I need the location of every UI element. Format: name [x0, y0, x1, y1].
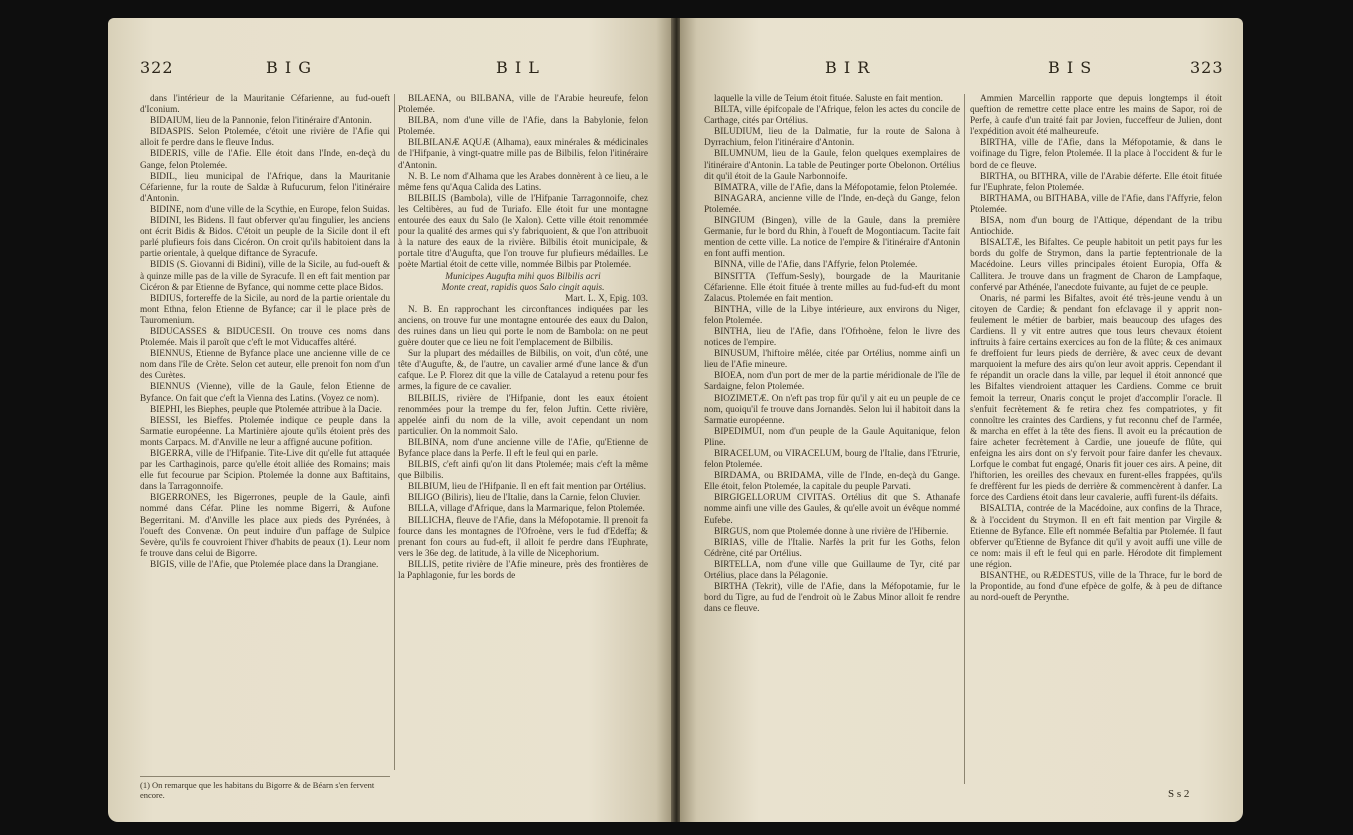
- entry-paragraph: BIPEDIMUI, nom d'un peuple de la Gaule Aquitanique, felon Pline.: [704, 426, 960, 448]
- entry-paragraph: BILLIS, petite rivière de l'Afie mineure, près des frontières de la Paphlagonie, fur les bords de: [398, 559, 648, 582]
- entry-paragraph: BILBILANÆ AQUÆ (Alhama), eaux minérales & médicinales de l'Hifpanie, à vingt-quatre mille pas de Bilbilis, felon l'itinéraire d'Antonin.: [398, 138, 648, 171]
- entry-paragraph: BIDINE, nom d'une ville de la Scythie, en Europe, felon Suidas.: [150, 204, 390, 215]
- right-running-head-right: B I S: [1048, 58, 1093, 77]
- entry-paragraph: BINSITTA (Teffum-Sesly), bourgade de la Mauritanie Céfarienne. Elle étoit fituée à trente milles au fud-fud-eft du mont Zalacus. Ptolemée en fait mention.: [704, 271, 960, 304]
- entry-paragraph: BILIGO (Biliris), lieu de l'Italie, dans la Carnie, felon Cluvier.: [408, 493, 641, 504]
- entry-paragraph: laquelle la ville de Teium étoit fituée. Saluste en fait mention.: [714, 94, 943, 104]
- entry-paragraph: Monte creat, rapidis quos Salo cingit aquis.: [441, 282, 605, 293]
- entry-paragraph: BIRTHA (Tekrit), ville de l'Afie, dans la Méfopotamie, fur le bord du Tigre, au fud de l'endroit où le Zabus Minor alloit fe rendre dans ce fleuve.: [704, 582, 960, 615]
- entry-paragraph: Onaris, né parmi les Bifaltes, avoit été très-jeune vendu à un citoyen de Cardie; & pendant fon efclavage il y apprit non-feulement le métier de barbier, mais beaucoup des ufages des Cardiens. Il y vit entre autres que tous leurs chevaux étoient inftruits à faire certains exercices au fon de la flûte; & ces animaux fe dreffoient fur leurs pieds de derrière, & avec ceux de devant marquoient la mefure des airs qu'on leur avoit appris. Cependant il fe répandit un oracle dans la ville, par lequel il étoit annoncé que les Bifaltes viendroient attaquer les Cardiens. Comme ce bruit femoit la terreur, Onaris conçut le projet d'accomplir l'oracle. Il s'enfuit fecrètement & fe retira chez fes compatriotes, y fit connoître les craintes des Cardiens, y fut reconnu chef de l'armée, & marcha en effet à la tête des fiens. Il avoit eu la précaution de faire acheter fecrètement à Cardie, une joueufe de flûte, qui enfeigna les airs dont on s'y fervoit pour faire danfer les chevaux. Lorfque le combat fut engagé, Onaris fit jouer ces airs. A peine, dit l'hiftorien, les oreilles des chevaux en furent-elles frappées, qu'ils fe dreffèrent fur les pieds de derrière & commencèrent à danfer. La force des Cardiens étoit dans leur cavalerie, auffi furent-ils défaits.: [970, 293, 1222, 504]
- entry-paragraph: BIEPHI, les Biephes, peuple que Ptolemée attribue à la Dacie.: [150, 404, 382, 415]
- entry-paragraph: BIMATRA, ville de l'Afie, dans la Méfopotamie, felon Ptolemée.: [714, 182, 958, 193]
- entry-paragraph: BIDASPIS. Selon Ptolemée, c'étoit une rivière de l'Afie qui alloit fe perdre dans le fleuve Indus.: [140, 127, 390, 149]
- entry-paragraph: BINAGARA, ancienne ville de l'Inde, en-deçà du Gange, felon Ptolemée.: [704, 193, 960, 215]
- entry-paragraph: BISANTHE, ou RÆDESTUS, ville de la Thrace, fur le bord de la Propontide, au fond d'une efpèce de golfe, & à peu de diftance au nord-oueft de Perynthe.: [970, 571, 1222, 604]
- entry-paragraph: BILBINA, nom d'une ancienne ville de l'Afie, qu'Etienne de Byfance place dans la Perfe. Il eft le feul qui en parle.: [398, 437, 648, 459]
- entry-paragraph: BIRTHA, ou BITHRA, ville de l'Arabie déferte. Elle étoit fituée fur l'Euphrate, felon Ptolemée.: [970, 171, 1222, 193]
- left-column-2: [398, 94, 648, 582]
- entry-paragraph: BILAENA, ou BILBANA, ville de l'Arabie heureufe, felon Ptolemée.: [398, 94, 648, 116]
- entry-paragraph: BIDINI, les Bidens. Il faut obferver qu'au fingulier, les anciens ont écrit Bidis & Bidos. C'étoit un peuple de la Sicile dont il eft parlé plufieurs fois dans Cicéron. On croit qu'ils habitoient dans la partie orientale, à quelque diftance de Syracufe.: [140, 216, 390, 260]
- right-running-head-left: B I R: [825, 58, 871, 77]
- entry-paragraph: BISALTIA, contrée de la Macédoine, aux confins de la Thrace, & à l'occident du Strymon. Il en eft fait mention par Virgile & Etienne de Byfance. Elle eft nommée Befaltia par Ptolemée. Il faut obferver qu'Etienne de Byfance dit qu'il y avoit auffi une ville de ce nom: mais il eft le feul qui en parle. Hérodote dit fimplement une région.: [970, 504, 1222, 570]
- entry-paragraph: BIRIAS, ville de l'Italie. Narfès la prit fur les Goths, felon Cédrène, cité par Ortélius.: [704, 537, 960, 559]
- left-running-head-right: B I L: [496, 58, 540, 77]
- entry-paragraph: BIDIUS, fortereffe de la Sicile, au nord de la partie orientale du mont Ethna, felon Etienne de Byfance; car il le place près de Tauromenium.: [140, 293, 390, 326]
- entry-paragraph: BIRTELLA, nom d'une ville que Guillaume de Tyr, cité par Ortélius, place dans la Pélagonie.: [704, 559, 960, 582]
- entry-paragraph: Ammien Marcellin rapporte que depuis longtemps il étoit queftion de remettre cette place entre les mains de Sapor, roi de Perfe, à caufe d'un traité fait par Jovien, fucceffeur de Julien, dont l'expédition avoit été malheureufe.: [970, 94, 1222, 138]
- footnote-rule: [140, 776, 390, 777]
- left-page-number: 322: [140, 58, 174, 77]
- entry-paragraph: BIRGUS, nom que Ptolemée donne à une rivière de l'Hibernie.: [714, 526, 949, 537]
- entry-paragraph: BIRTHA, ville de l'Afie, dans la Méfopotamie, & dans le voifinage du Tigre, felon Ptolemée. Il la place à l'occident & fur le bord de ce fleuve.: [970, 138, 1222, 171]
- entry-paragraph: BIENNUS (Vienne), ville de la Gaule, felon Etienne de Byfance. On fait que c'eft la Vienna des Latins. (Voyez ce nom).: [140, 382, 390, 404]
- entry-paragraph: BISALTÆ, les Bifaltes. Ce peuple habitoit un petit pays fur les bords du golfe de Strymon, dans la partie feptentrionale de la Macédoine. Leurs villes principales étoient Europia, Offa & Callitera. Je trouve dans un fragment de Charon de Lampfaque, confervé par Athénée, l'anecdote fuivante, au fujet de ce peuple.: [970, 238, 1222, 293]
- entry-paragraph: N. B. En rapprochant les circonftances indiquées par les anciens, on trouve fur une montagne entourée des eaux du Dalon, des ruines dans un lieu qui porte le nom de Bambola: on ne peut guère douter que ce lieu ne foit l'emplacement de Bilbilis.: [398, 304, 648, 349]
- left-running-head-left: B I G: [266, 58, 313, 77]
- entry-paragraph: BINTHA, ville de la Libye intérieure, aux environs du Niger, felon Ptolemée.: [704, 304, 960, 326]
- entry-paragraph: BILLA, village d'Afrique, dans la Marmarique, felon Ptolemée.: [408, 504, 645, 515]
- entry-paragraph: BILTA, ville épifcopale de l'Afrique, felon les actes du concile de Carthage, cités par Ortélius.: [704, 105, 960, 127]
- entry-paragraph: BIENNUS, Etienne de Byfance place une ancienne ville de ce nom dans l'île de Crète. Selon cet auteur, elle prenoit fon nom d'un des Curètes.: [140, 349, 390, 382]
- footnote: (1) On remarque que les habitans du Bigorre & de Béarn s'en fervent encore.: [140, 780, 375, 800]
- entry-paragraph: BIESSI, les Bieffes. Ptolemée indique ce peuple dans la Sarmatie européenne. La Martinière ajoute qu'ils étoient près des monts Carpacs. M. d'Anville ne leur a affigné aucune pofition.: [140, 415, 390, 448]
- entry-paragraph: BIOEA, nom d'un port de mer de la partie méridionale de l'île de Sardaigne, felon Ptolemée.: [704, 371, 960, 393]
- entry-paragraph: BIRGIGELLORUM CIVITAS. Ortélius dit que S. Athanafe nomme ainfi une ville des Gaules, & qu'elle avoit un évêque nommé Eufebe.: [704, 493, 960, 526]
- entry-paragraph: BIDIS (S. Giovanni di Bidini), ville de la Sicile, au fud-oueft & à quinze mille pas de la ville de Syracufe. Il en eft fait mention par Cicéron & par Etienne de Byfance, qui nomme cette place Bidos.: [140, 260, 390, 293]
- entry-paragraph: BIRACELUM, ou VIRACELUM, bourg de l'Italie, dans l'Etrurie, felon Ptolemée.: [704, 449, 960, 471]
- entry-paragraph: Sur la plupart des médailles de Bilbilis, on voit, d'un côté, une tête d'Augufte, &, de l'autre, un cavalier armé d'une lance & d'un cafque. Le P. Florez dit que la ville de Catalayud a retenu pour fes armes, la figure de ce cavalier.: [398, 349, 648, 393]
- entry-paragraph: BINGIUM (Bingen), ville de la Gaule, dans la première Germanie, fur le bord du Rhin, à l'oueft de Mogontiacum. Tacite fait mention de cette ville. La notice de l'empire & l'itinéraire d'Antonin en font auffi mention.: [704, 216, 960, 260]
- entry-paragraph: BILLICHA, fleuve de l'Afie, dans la Méfopotamie. Il prenoit fa fource dans les montagnes de l'Ofroène, vers le fud d'Edeffa; & prenant fon cours au fud-eft, il alloit fe perdre dans l'Euphrate, vers le 36e deg. de latitude, à la ville de Nicephorium.: [398, 515, 648, 559]
- right-column-1: [704, 94, 960, 615]
- quote-reference: Mart. L. X, Epig. 103.: [565, 293, 648, 304]
- entry-paragraph: BIDAIUM, lieu de la Pannonie, felon l'itinéraire d'Antonin.: [150, 116, 372, 127]
- entry-paragraph: BILBILIS (Bambola), ville de l'Hifpanie Tarragonnoife, chez les Celtibères, au fud de Turiafo. Elle étoit fur une montagne entourée des eaux du Salo (le Xalon). Cette ville étoit renommée pour la qualité des armes qui s'y fabriquoient, & que l'on attribuoit à la nature des eaux de la rivière. Bilbilis étoit municipale, & portale titre d'Augufta, que l'on trouve fur plufieurs médailles. Le poète Martial étoit de cette ville, nommée Bilbis par Ptolemée.: [398, 193, 648, 271]
- entry-paragraph: N. B. Le nom d'Alhama que les Arabes donnèrent à ce lieu, a le même fens qu'Aqua Calida des Latins.: [398, 171, 648, 193]
- left-page: [108, 18, 673, 822]
- right-page-number: 323: [1190, 58, 1224, 77]
- column-rule: [394, 94, 395, 770]
- right-column-2: [970, 94, 1222, 604]
- right-page: [680, 18, 1243, 822]
- entry-paragraph: BIRTHAMA, ou BITHABA, ville de l'Afie, dans l'Affyrie, felon Ptolemée.: [970, 193, 1222, 215]
- entry-paragraph: Municipes Augufta mihi quos Bilbilis acri: [445, 271, 601, 282]
- entry-paragraph: BIRDAMA, ou BRIDAMA, ville de l'Inde, en-deçà du Gange. Elle étoit, felon Ptolemée, la capitale du peuple Parvati.: [704, 471, 960, 493]
- entry-paragraph: BINUSUM, l'hiftoire mêlée, citée par Ortélius, nomme ainfi un lieu de l'Afie mineure.: [704, 349, 960, 371]
- entry-paragraph: BIGERRONES, les Bigerrones, peuple de la Gaule, ainfi nommé dans Céfar. Pline les nomme Bigerri, & Aufone Begerritani. M. d'Anville les place aux pieds des Pyrénées, à l'oueft des Convenæ. On peut induire d'un paffage de Sulpice Sevère, qu'ils fe couvroient l'hiver d'habits de peaux (1). Leur nom fe trouve dans celui de Bigorre.: [140, 493, 390, 559]
- entry-paragraph: BILBIS, c'eft ainfi qu'on lit dans Ptolemée; mais c'eft la même que Bilbilis.: [398, 460, 648, 482]
- entry-paragraph: BIGIS, ville de l'Afie, que Ptolemée place dans la Drangiane.: [150, 559, 379, 570]
- entry-paragraph: BINTHA, lieu de l'Afie, dans l'Ofrhoène, felon le livre des notices de l'empire.: [704, 326, 960, 349]
- entry-paragraph: BINNA, ville de l'Afie, dans l'Affyrie, felon Ptolemée.: [714, 260, 918, 271]
- entry-paragraph: BILUDIUM, lieu de la Dalmatie, fur la route de Salona à Dyrrachium, felon l'itinéraire d'Antonin.: [704, 127, 960, 149]
- signature-mark: S s 2: [1168, 788, 1190, 800]
- entry-paragraph: BILBILIS, rivière de l'Hifpanie, dont les eaux étoient renommées pour la trempe du fer, felon Juftin. Cette rivière, appelée ainfi du nom de la ville, avoit cependant un nom particulier. On la nommoit Salo.: [398, 393, 648, 437]
- entry-paragraph: BIDIL, lieu municipal de l'Afrique, dans la Mauritanie Céfarienne, fur la route de Saldæ à Rufucurum, felon l'itinéraire d'Antonin.: [140, 171, 390, 204]
- entry-paragraph: BILBA, nom d'une ville de l'Afie, dans la Babylonie, felon Ptolemée.: [398, 116, 648, 138]
- entry-paragraph: BIOZIMETÆ. On n'eft pas trop für qu'il y ait eu un peuple de ce nom, quoiqu'il fe trouve dans Jornandès. Selon lui il habitoit dans la Sarmatie européenne.: [704, 393, 960, 426]
- entry-paragraph: BILBIUM, lieu de l'Hifpanie. Il en eft fait mention par Ortélius.: [408, 482, 646, 493]
- column-rule: [964, 94, 965, 784]
- left-column-1: [140, 94, 390, 571]
- entry-paragraph: BIDUCASSES & BIDUCESII. On trouve ces noms dans Ptolemée. Mais il paroît que c'eft le mot Viducaffes altéré.: [140, 326, 390, 349]
- entry-paragraph: BIDERIS, ville de l'Afie. Elle étoit dans l'Inde, en-deçà du Gange, felon Ptolemée.: [140, 149, 390, 171]
- entry-paragraph: dans l'intérieur de la Mauritanie Céfarienne, au fud-oueft d'Iconium.: [140, 94, 390, 116]
- entry-paragraph: BIGERRA, ville de l'Hifpanie. Tite-Live dit qu'elle fut attaquée par les Carthaginois, parce qu'elle étoit alliée des Romains; mais elle fut fecourue par Scipion. Ptolemée la donne aux Baftitains, dans la Tarragonnoife.: [140, 449, 390, 493]
- entry-paragraph: BISA, nom d'un bourg de l'Attique, dépendant de la tribu Antiochide.: [970, 216, 1222, 238]
- entry-paragraph: BILUMNUM, lieu de la Gaule, felon quelques exemplaires de l'itinéraire d'Antonin. La table de Peutinger porte Obelonon. Ortélius dit qu'il étoit de la Gaule Narbonnoife.: [704, 149, 960, 182]
